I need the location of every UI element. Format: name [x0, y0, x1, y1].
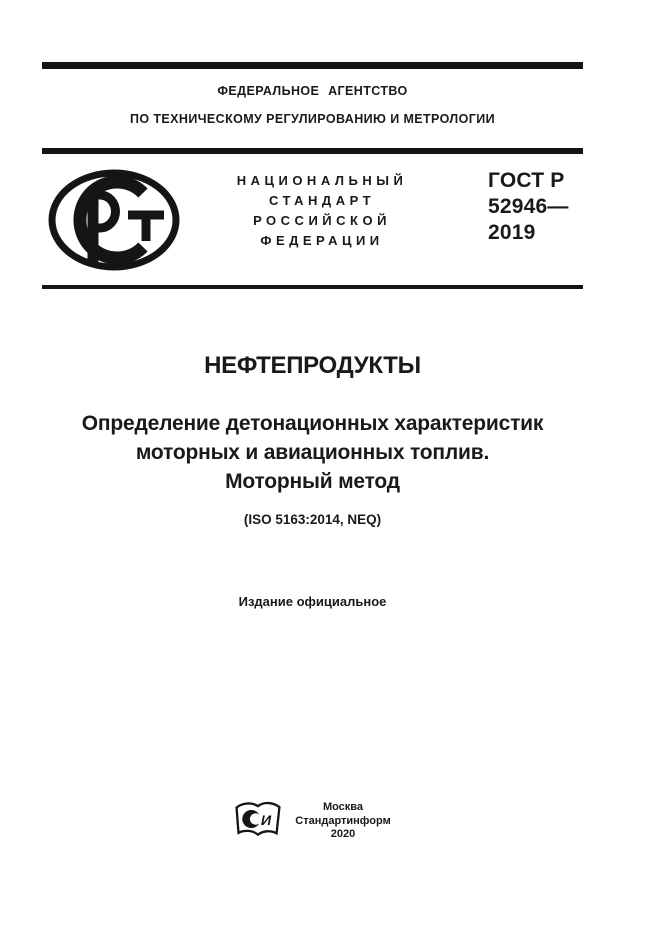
standartinform-logo-icon	[234, 799, 282, 844]
imprint-publisher: Стандартинформ	[295, 814, 391, 827]
edition-note: Издание официальное	[238, 594, 387, 609]
imprint-text	[295, 801, 390, 842]
standard-label-line: СТАНДАРТ	[268, 193, 376, 208]
subtitle-line: Моторный метод	[225, 470, 400, 493]
imprint-year: 2020	[330, 828, 356, 841]
imprint-city: Москва	[322, 801, 364, 814]
designation-line: ГОСТ Р	[488, 169, 565, 192]
publisher-imprint	[42, 799, 583, 844]
designation-line: 2019	[488, 221, 536, 244]
designation-line: 52946—	[488, 195, 569, 218]
agency-name-line1: ФЕДЕРАЛЬНОЕ АГЕНТСТВО	[217, 84, 408, 98]
section-rule	[42, 285, 583, 289]
svg-text:И: И	[261, 813, 272, 830]
document-title: НЕФТЕПРОДУКТЫ	[204, 352, 421, 379]
standard-label-line: НАЦИОНАЛЬНЫЙ	[236, 173, 408, 188]
national-standard-label	[232, 171, 412, 251]
standard-designation	[488, 168, 569, 246]
agency-name-line2: ПО ТЕХНИЧЕСКОМУ РЕГУЛИРОВАНИЮ И МЕТРОЛОГИИ	[130, 112, 495, 126]
subtitle-line: Определение детонационных характеристик	[81, 412, 544, 435]
subtitle-line: моторных и авиационных топлив.	[135, 441, 490, 464]
standard-label-line: РОССИЙСКОЙ	[253, 213, 391, 228]
rst-certification-mark-icon	[46, 167, 182, 278]
document-subtitle	[42, 409, 583, 496]
iso-reference: (ISO 5163:2014, NEQ)	[243, 512, 382, 527]
standard-label-line: ФЕДЕРАЦИИ	[260, 233, 384, 248]
header-rule	[42, 148, 583, 154]
top-rule	[42, 62, 583, 69]
